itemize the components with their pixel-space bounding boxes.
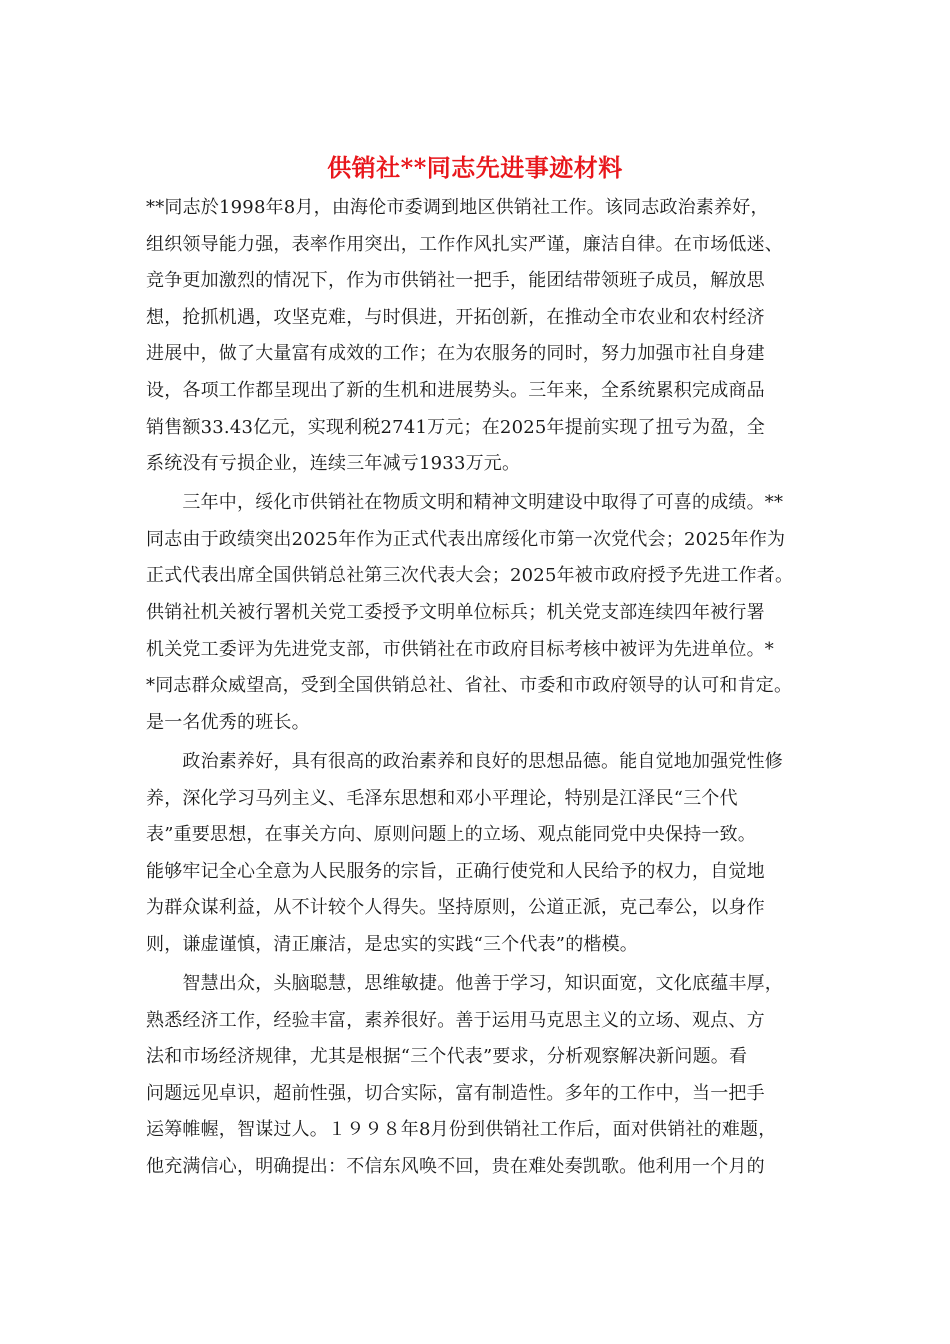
text-line: 系统没有亏损企业，连续三年减亏1933万元。	[146, 453, 521, 475]
text-line: 是一名优秀的班长。	[146, 711, 310, 733]
text-line: 设，各项工作都呈现出了新的生机和进展势头。三年来，全系统累积完成商品	[146, 379, 765, 401]
text-line: 进展中，做了大量富有成效的工作；在为农服务的同时，努力加强市社自身建	[146, 343, 765, 365]
text-line: 同志由于政绩突出2025年作为正式代表出席绥化市第一次党代会；2025年作为	[146, 528, 786, 550]
text-line: 表”重要思想，在事关方向、原则问题上的立场、观点能同党中央保持一致。	[146, 824, 756, 846]
text-line: 组织领导能力强，表率作用突出，工作作风扎实严谨，廉洁自律。在市场低迷、	[146, 233, 783, 255]
text-line: *同志群众威望高，受到全国供销总社、省社、市委和市政府领导的认可和肯定。	[146, 675, 793, 697]
text-line: 正式代表出席全国供销总社第三次代表大会；2025年被市政府授予先进工作者。	[146, 565, 794, 587]
paragraph-2	[146, 485, 826, 741]
text-line: 智慧出众，头脑聪慧，思维敏捷。他善于学习，知识面宽，文化底蕴丰厚，	[146, 972, 783, 994]
text-line: 供销社机关被行署机关党工委授予文明单位标兵；机关党支部连续四年被行署	[146, 602, 765, 624]
text-line: 养，深化学习马列主义、毛泽东思想和邓小平理论，特别是江泽民“三个代	[146, 787, 738, 809]
text-line: 想，抢抓机遇，攻坚克难，与时俱进，开拓创新，在推动全市农业和农村经济	[146, 306, 765, 328]
text-line: 销售额33.43亿元，实现利税2741万元；在2025年提前实现了扭亏为盈，全	[146, 416, 765, 438]
text-line: 问题远见卓识，超前性强，切合实际，富有制造性。多年的工作中，当一把手	[146, 1082, 765, 1104]
document-body	[146, 190, 826, 1186]
text-line: 法和市场经济规律，尤其是根据“三个代表”要求，分析观察解决新问题。看	[146, 1046, 748, 1068]
text-line: 政治素养好，具有很高的政治素养和良好的思想品德。能自觉地加强党性修	[146, 750, 783, 772]
text-line: 为群众谋利益，从不计较个人得失。坚持原则，公道正派，克己奉公，以身作	[146, 897, 765, 919]
text-line: 他充满信心，明确提出：不信东风唤不回，贵在难处奏凯歌。他利用一个月的	[146, 1155, 765, 1177]
text-line: 竞争更加激烈的情况下，作为市供销社一把手，能团结带领班子成员，解放思	[146, 270, 765, 292]
text-line: 机关党工委评为先进党支部，市供销社在市政府目标考核中被评为先进单位。*	[146, 638, 774, 660]
paragraph-4	[146, 966, 826, 1186]
text-line: 熟悉经济工作，经验丰富，素养很好。善于运用马克思主义的立场、观点、方	[146, 1009, 765, 1031]
text-line: 运筹帷幄，智谋过人。１９９８年8月份到供销社工作后，面对供销社的难题，	[146, 1119, 777, 1141]
text-line: 能够牢记全心全意为人民服务的宗旨，正确行使党和人民给予的权力，自觉地	[146, 860, 765, 882]
text-line: 则，谦虚谨慎，清正廉洁，是忠实的实践“三个代表”的楷模。	[146, 933, 639, 955]
text-line: **同志於1998年8月，由海伦市委调到地区供销社工作。该同志政治素养好，	[146, 197, 769, 218]
paragraph-3	[146, 744, 826, 964]
paragraph-1	[146, 190, 826, 483]
text-line: 三年中，绥化市供销社在物质文明和精神文明建设中取得了可喜的成绩。**	[146, 492, 784, 514]
document-title: 供销社**同志先进事迹材料	[327, 153, 623, 182]
